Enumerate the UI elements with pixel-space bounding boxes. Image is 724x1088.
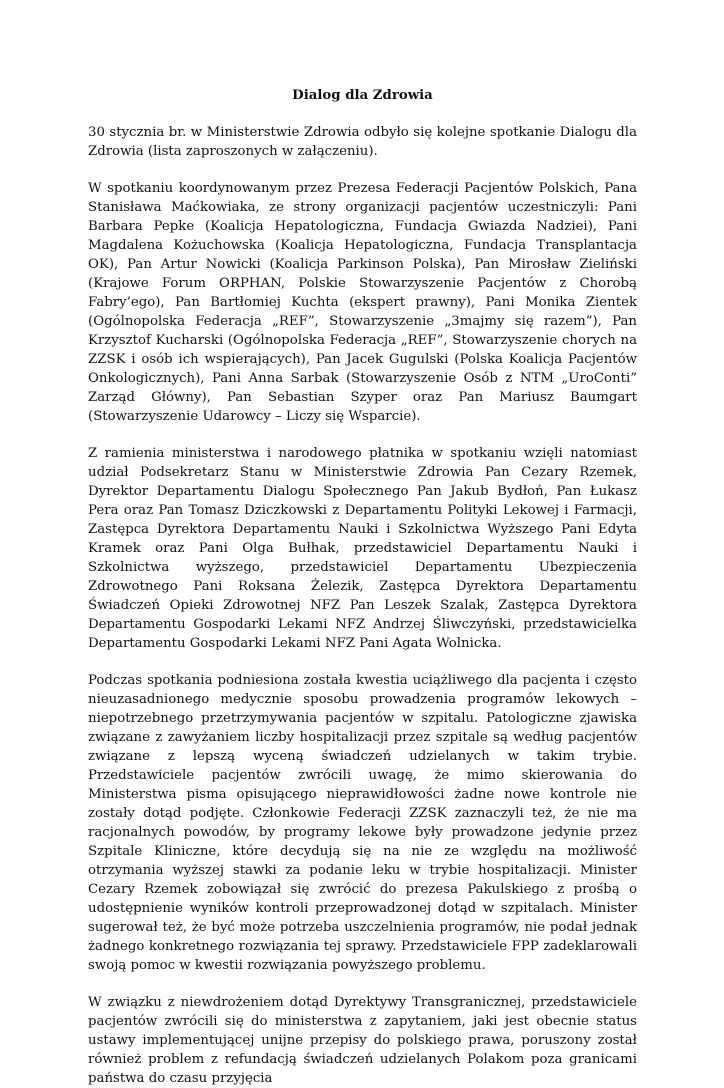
paragraph-ministry-participants: Z ramienia ministerstwa i narodowego płatnika w spotkaniu wzięli natomiast udział Podsekretarz Stanu w Ministerstwie Zdrowia Pan Cezary Rzemek, Dyrektor Departamentu Dialogu Społecznego Pan Jakub Bydłoń, Pan Łukasz Pera oraz Pan Tomasz Dziczkowski z Departamentu Polityki Lekowej i Farmacji, Zastępca Dyrektora Departamentu Nauki i Szkolnictwa Wyższego Pani Edyta Kramek oraz Pani Olga Bułhak, przedstawiciel Departamentu Nauki i Szkolnictwa wyższego, przedstawiciel Departamentu Ubezpieczenia Zdrowotnego Pani Roksana Żelezik, Zastępca Dyrektora Departamentu Świadczeń Opieki Zdrowotnej NFZ Pan Leszek Szalak, Zastępca Dyrektora Departamentu Gospodarki Lekami NFZ Andrzej Śliwczyński, przedstawicielka Departamentu Gospodarki Lekami NFZ Pani Agata Wolnicka. bbox=[88, 446, 637, 651]
paragraph-drug-programs-issue: Podczas spotkania podniesiona została kwestia uciążliwego dla pacjenta i często nieuzasadnionego medycznie sposobu prowadzenia programów lekowych – niepotrzebnego przetrzymywania pacjentów w szpitalu. Patologiczne zjawiska związane z zawyżaniem liczby hospitalizacji przez szpitale są według pacjentów związane z lepszą wyceną świadczeń udzielanych w takim trybie. Przedstawiciele pacjentów zwrócili uwagę, że mimo skierowania do Ministerstwa pisma opisującego nieprawidłowości żadne nowe kontrole nie zostały dotąd podjęte. Członkowie Federacji ZZSK zaznaczyli też, że nie ma racjonalnych powodów, by programy lekowe były prowadzone jedynie przez Szpitale Kliniczne, które decydują się na nie ze względu na możliwość otrzymania wyższej stawki za podanie leku w trybie hospitalizacji. Minister Cezary Rzemek zobowiązał się zwrócić do prezesa Pakulskiego z prośbą o udostępnienie wyników kontroli przeprowadzonej dotąd w szpitalach. Minister sugerował też, że być może potrzeba uszczelnienia programów, nie podał jednak żadnego konkretnego rozwiązania tej sprawy. Przedstawiciele FPP zadeklarowali swoją pomoc w kwestii rozwiązania powyższego problemu. bbox=[88, 673, 637, 973]
document-page bbox=[88, 86, 637, 1088]
paragraph-cross-border-directive: W związku z niewdrożeniem dotąd Dyrektywy Transgranicznej, przedstawiciele pacjentów zwrócili się do ministerstwa z zapytaniem, jaki jest obecnie status ustawy implementującej unijne przepisy do polskiego prawa, poruszony został również problem z refundacją świadczeń udzielanych Polakom poza granicami państwa do czasu przyjęcia bbox=[88, 995, 637, 1086]
paragraph-patient-participants: W spotkaniu koordynowanym przez Prezesa Federacji Pacjentów Polskich, Pana Stanisława Maćkowiaka, ze strony organizacji pacjentów uczestniczyli: Pani Barbara Pepke (Koalicja Hepatologiczna, Fundacja Gwiazda Nadziei), Pani Magdalena Kożuchowska (Koalicja Hepatologiczna, Fundacja Transplantacja OK), Pan Artur Nowicki (Koalicja Parkinson Polska), Pan Mirosław Zieliński (Krajowe Forum ORPHAN, Polskie Stowarzyszenie Pacjentów z Chorobą Fabry’ego), Pan Bartłomiej Kuchta (ekspert prawny), Pani Monika Zientek (Ogólnopolska Federacja „REF”, Stowarzyszenie „3majmy się razem”), Pan Krzysztof Kucharski (Ogólnopolska Federacja „REF”, Stowarzyszenie chorych na ZZSK i osób ich wspierających), Pan Jacek Gugulski (Polska Koalicja Pacjentów Onkologicznych), Pani Anna Sarbak (Stowarzyszenie Osób z NTM „UroConti” Zarząd Główny), Pan Sebastian Szyper oraz Pan Mariusz Baumgart (Stowarzyszenie Udarowcy – Liczy się Wsparcie). bbox=[88, 181, 637, 424]
document-title: Dialog dla Zdrowia bbox=[292, 88, 433, 103]
paragraph-meeting-date: 30 stycznia br. w Ministerstwie Zdrowia odbyło się kolejne spotkanie Dialogu dla Zdrowia (lista zaproszonych w załączeniu). bbox=[88, 125, 637, 159]
